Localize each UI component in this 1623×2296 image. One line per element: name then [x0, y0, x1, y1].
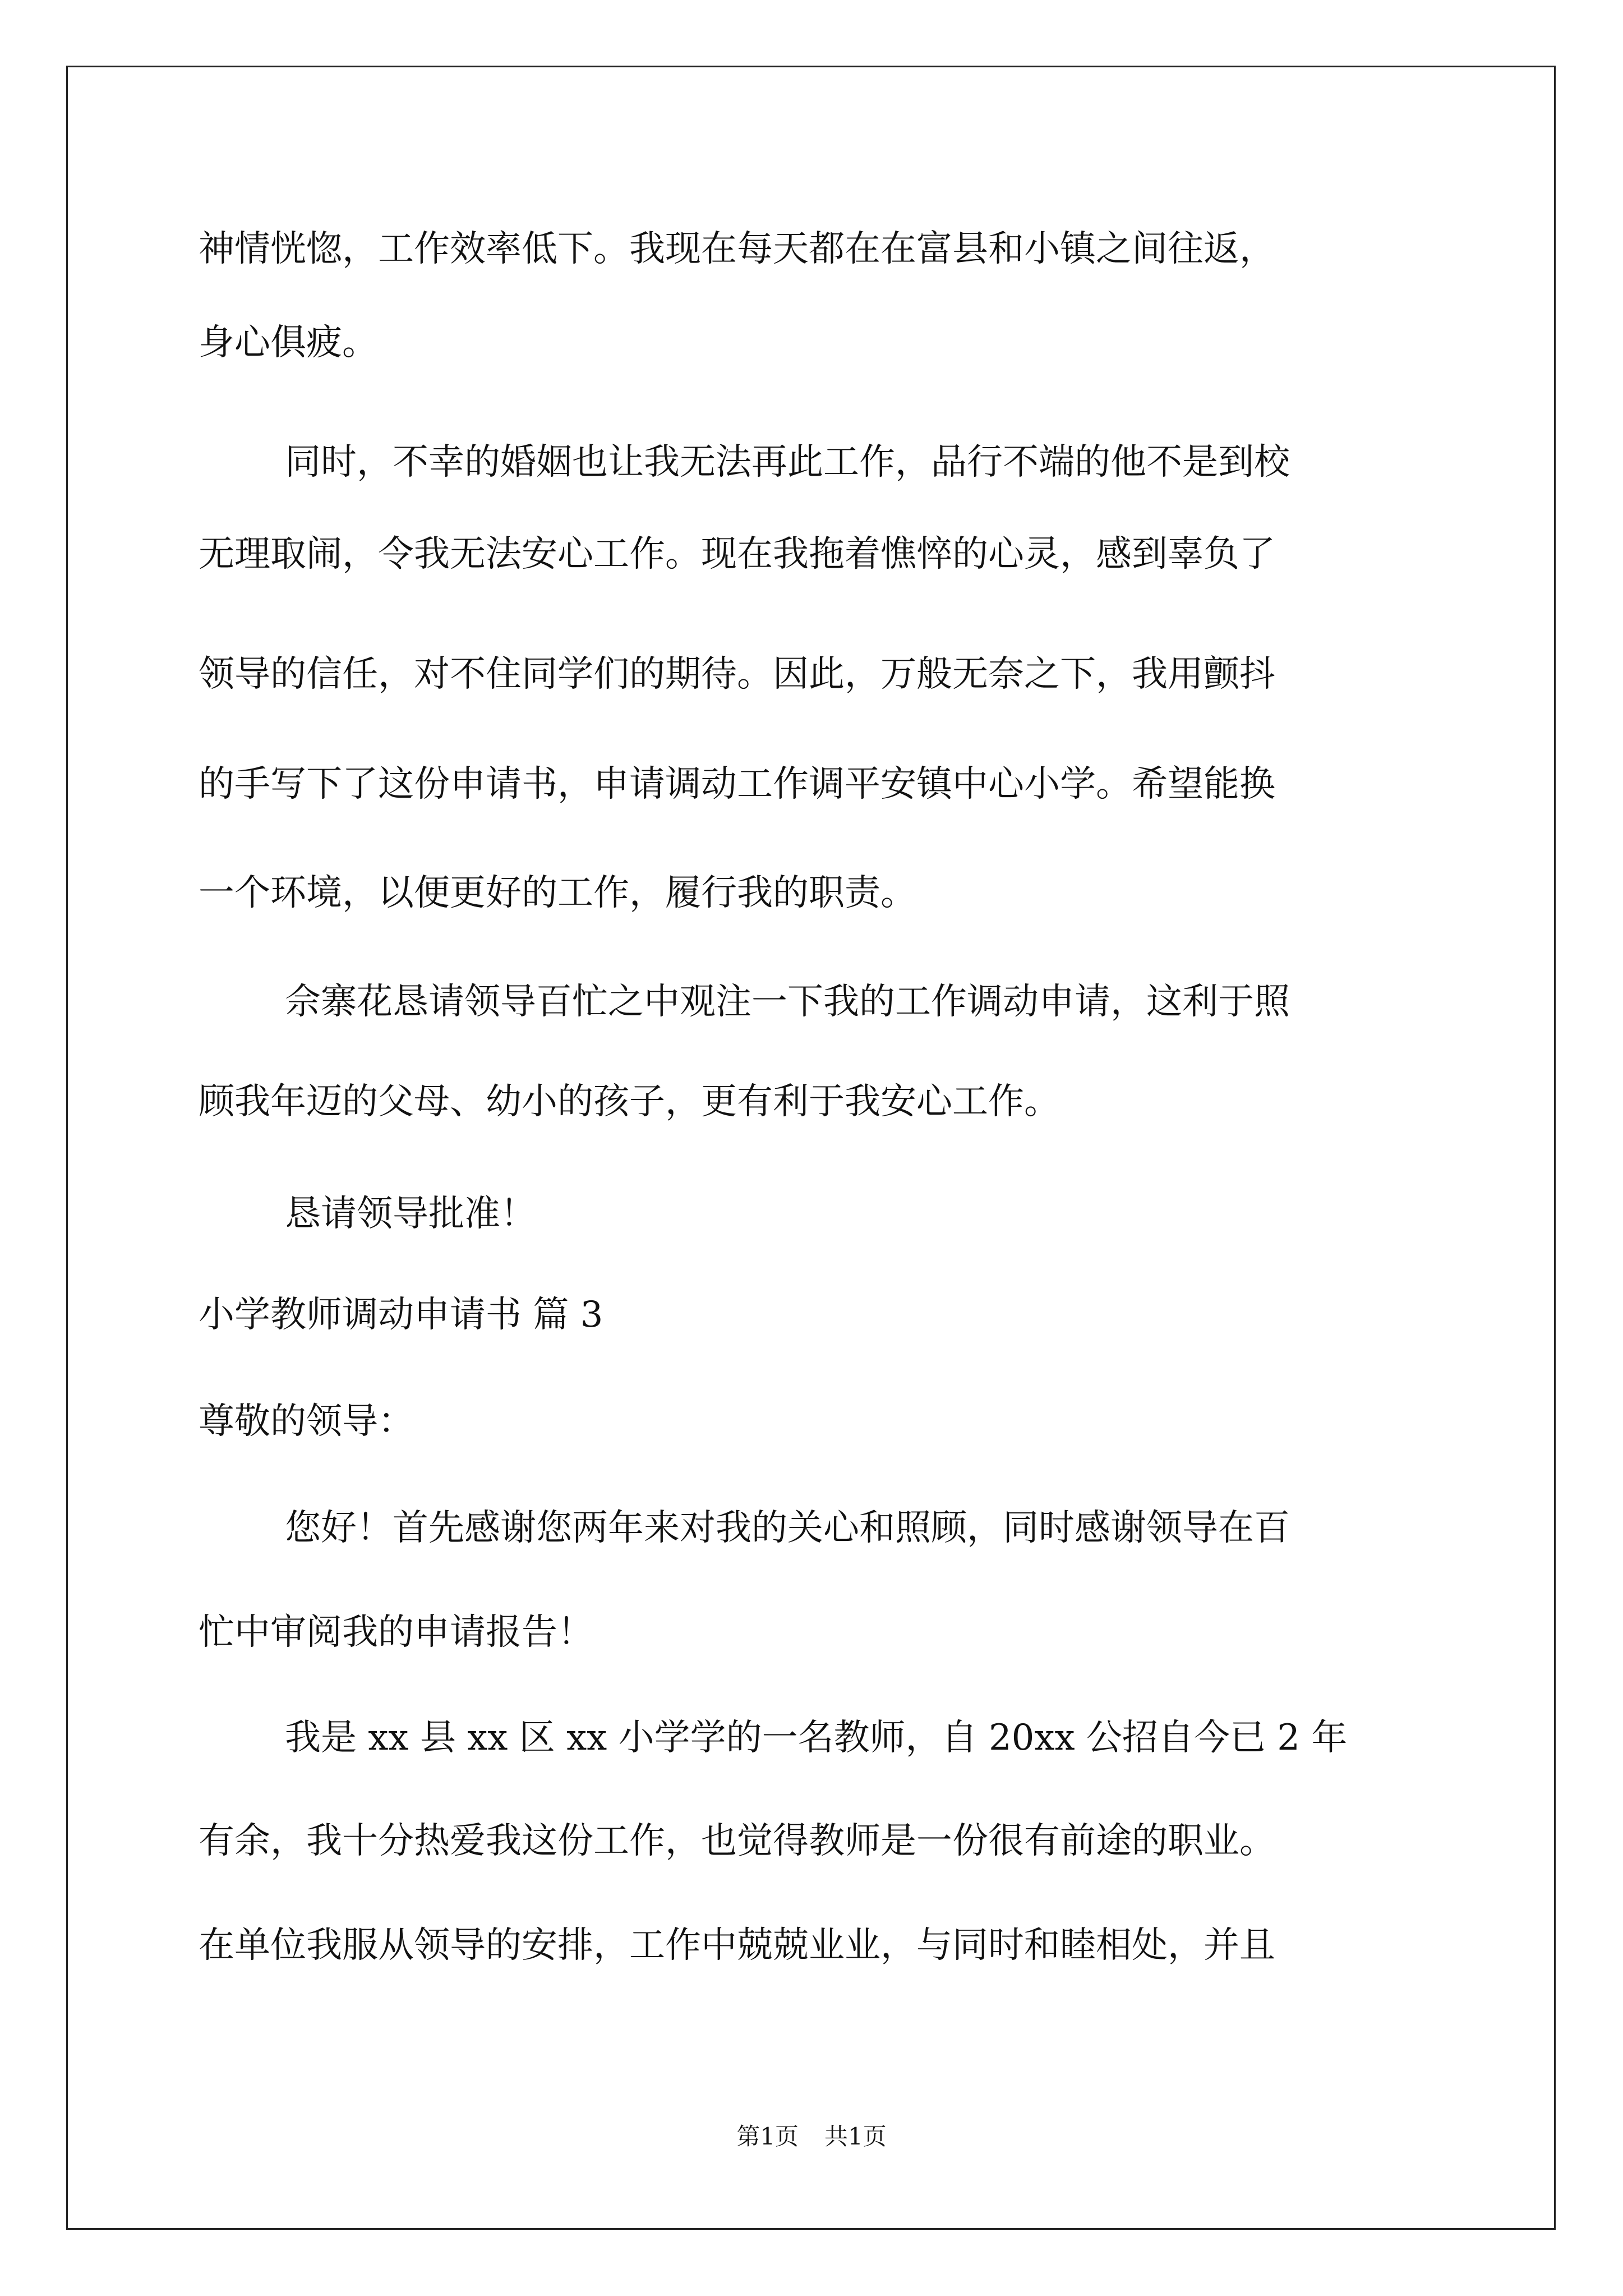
text-line: 在单位我服从领导的安排，工作中兢兢业业，与同时和睦相处，并且: [199, 1925, 1275, 1966]
text-line: 顾我年迈的父母、幼小的孩子，更有利于我安心工作。: [199, 1081, 1060, 1122]
text-line: 忙中审阅我的申请报告！: [199, 1612, 593, 1653]
paragraph-first-line: 佘寨花恳请领导百忙之中观注一下我的工作调动申请，这利于照: [285, 981, 1290, 1023]
text-line: 一个环境，以便更好的工作，履行我的职责。: [199, 872, 916, 914]
text-line: 的手写下了这份申请书，申请调动工作调平安镇中心小学。希望能换: [199, 763, 1275, 805]
page-number-current: 第1页: [736, 2123, 799, 2150]
page-border: [66, 66, 1556, 2230]
paragraph-first-line: 恳请领导批准！: [285, 1193, 536, 1235]
text-line: 身心俱疲。: [199, 322, 378, 364]
text-line: 有余，我十分热爱我这份工作，也觉得教师是一份很有前途的职业。: [199, 1820, 1275, 1862]
section-heading: 小学教师调动申请书 篇 3: [199, 1294, 603, 1336]
text-line: 神情恍惚，工作效率低下。我现在每天都在在富县和小镇之间往返，: [199, 228, 1275, 270]
salutation: 尊敬的领导：: [199, 1401, 414, 1442]
page-footer: [0, 2121, 1623, 2152]
paragraph-first-line: 您好！首先感谢您两年来对我的关心和照顾，同时感谢领导在百: [285, 1507, 1290, 1549]
page-number-total: 共1页: [824, 2123, 887, 2150]
paragraph-first-line: 我是 xx 县 xx 区 xx 小学学的一名教师，自 20xx 公招自今已 2 年: [285, 1717, 1348, 1759]
text-line: 无理取闹，令我无法安心工作。现在我拖着憔悴的心灵，感到辜负了: [199, 533, 1275, 575]
text-line: 领导的信任，对不住同学们的期待。因此，万般无奈之下，我用颤抖: [199, 654, 1275, 695]
paragraph-first-line: 同时，不幸的婚姻也让我无法再此工作，品行不端的他不是到校: [285, 441, 1290, 483]
